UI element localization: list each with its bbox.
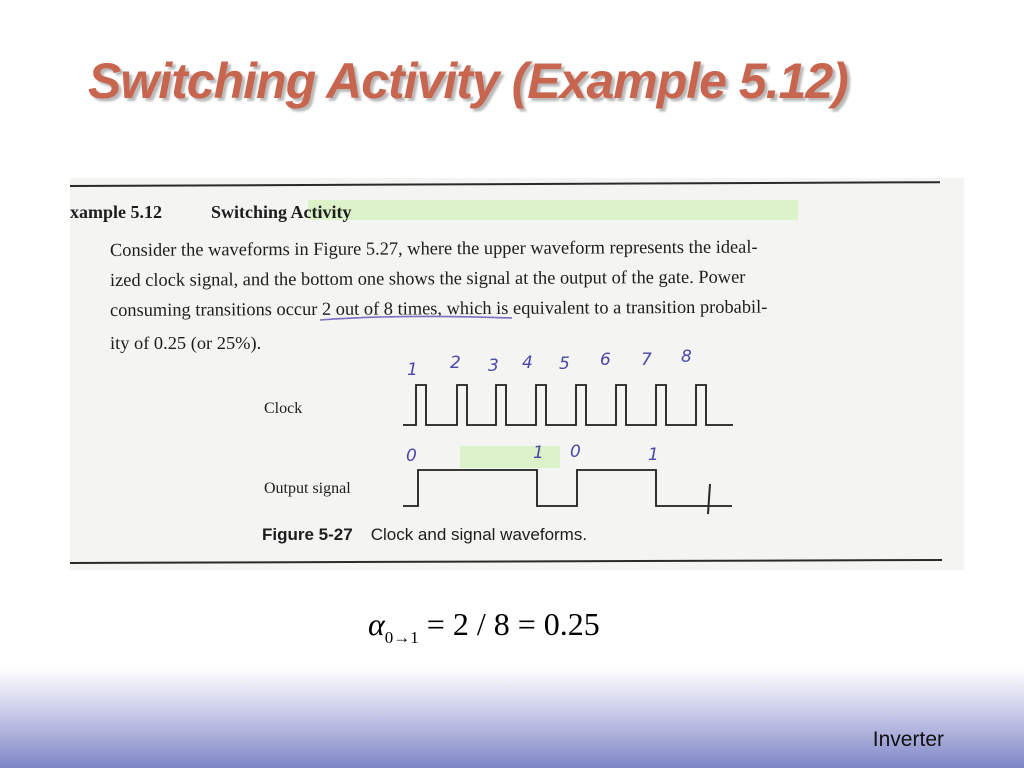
handwritten-underline xyxy=(320,316,512,320)
alpha-symbol: α xyxy=(368,606,385,642)
example-title: Switching Activity xyxy=(211,202,352,222)
output-waveform xyxy=(403,470,732,506)
count-mark: 7 xyxy=(641,350,652,370)
body-line-2: ized clock signal, and the bottom one shows the signal at the output of the gate. Power xyxy=(109,266,746,290)
level-mark: 0 xyxy=(406,446,417,466)
slide-title: Switching Activity (Example 5.12) xyxy=(88,53,848,109)
count-mark: 5 xyxy=(559,354,570,374)
alpha-subscript: 0→1 xyxy=(384,628,419,647)
output-signal-label: Output signal xyxy=(264,480,351,497)
switching-probability-equation xyxy=(368,606,600,648)
count-mark: 8 xyxy=(681,347,692,367)
count-mark: 2 xyxy=(450,353,461,373)
body-line-3: consuming transitions occur 2 out of 8 times, which is equivalent to a transition probabil- xyxy=(109,296,768,320)
footer-band xyxy=(0,668,1024,768)
scanned-textbook-excerpt xyxy=(70,178,964,570)
body-line-4: ity of 0.25 (or 25%). xyxy=(110,333,262,353)
example-number: xample 5.12 xyxy=(70,202,162,222)
figure-caption-text: Clock and signal waveforms. xyxy=(370,525,588,544)
level-mark: 0 xyxy=(570,442,581,462)
figure-caption xyxy=(262,525,587,545)
level-mark: 1 xyxy=(648,445,659,465)
count-mark: 4 xyxy=(522,353,533,373)
figure-number: Figure 5-27 xyxy=(262,525,353,544)
waveform-figure xyxy=(70,178,964,570)
clock-waveform xyxy=(403,385,733,425)
count-mark: 6 xyxy=(600,350,611,370)
footer-label: Inverter xyxy=(872,728,944,751)
handwritten-tick xyxy=(708,484,710,514)
body-line-1: Consider the waveforms in Figure 5.27, where the upper waveform represents the ideal- xyxy=(109,236,758,260)
level-mark: 1 xyxy=(533,443,544,463)
count-mark: 1 xyxy=(407,360,418,380)
count-mark: 3 xyxy=(488,356,499,376)
equation-rhs: = 2 / 8 = 0.25 xyxy=(418,606,600,642)
clock-label: Clock xyxy=(264,400,303,417)
